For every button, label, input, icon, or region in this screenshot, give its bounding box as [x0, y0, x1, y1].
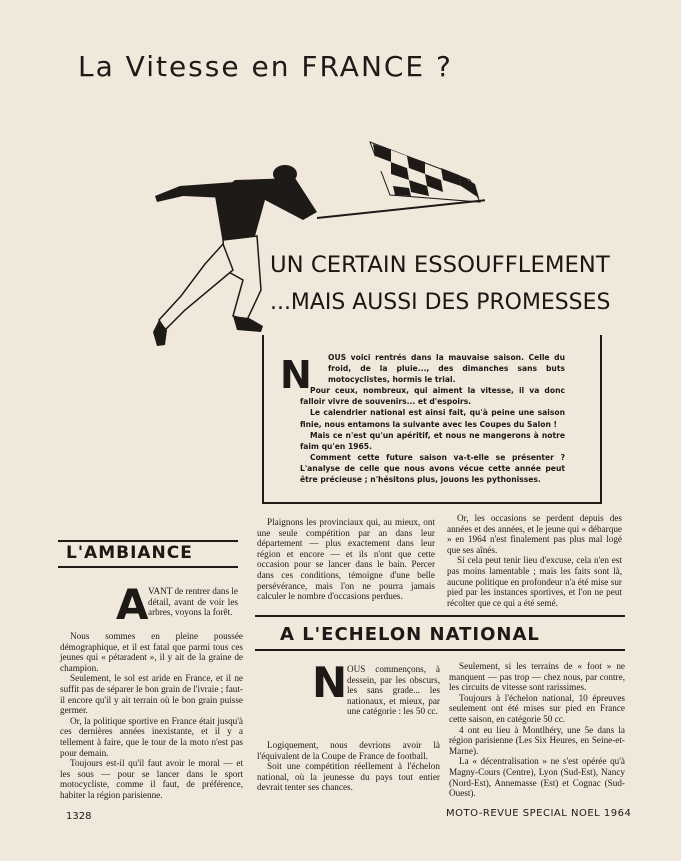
headline-line-1: UN CERTAIN ESSOUFFLEMENT — [270, 253, 610, 278]
ambiance-lead-text: VANT de rentrer dans le détail, avant de voir les arbres, voyons la forêt. — [148, 586, 238, 618]
ambiance-paragraph: Toujours est-il qu'il faut avoir le moral — et les sous — pour se lancer dans le sport motocycliste, comme il faut, de préférence, habiter la région parisienne. — [60, 758, 243, 800]
ambiance-dropcap: A — [116, 580, 149, 629]
section-rule — [255, 649, 625, 651]
section-rule — [255, 615, 625, 617]
checkered-flag — [317, 142, 485, 218]
ambiance-paragraph: Or, la politique sportive en France était jusqu'à ces dernières années inexistante, et il y a tellement à faire, que le tour de la moto n'est pas pour demain. — [60, 715, 243, 758]
middle-paragraph: Plaignons les provinciaux qui, au mieux, ont une seule compétition par an dans leur département — plus exactement dans leur région et encore — et ils n'ont que cette occasion pour se lancer dans le bain. Percer dans ces conditions, témoigne d'une belle persévérance, mais l'on ne pourra jamais calculer le nombre d'occasions perdues. — [257, 517, 435, 602]
page-title: La Vitesse en FRANCE ? — [78, 50, 453, 83]
right-paragraph: Si cela peut tenir lieu d'excuse, cela n'en est pas moins lamentable ; mais les faits sont là, aucune politique en profondeur n'a été mise sur pied par les instances sportives, et l'on ne peut récolter que ce qui a été semé. — [447, 555, 622, 608]
magazine-footer: MOTO-REVUE SPECIAL NOEL 1964 — [446, 808, 632, 819]
national-lead — [347, 664, 440, 717]
intro-paragraph: OUS voici rentrés dans la mauvaise saison. Celle du froid, de la pluie..., des dimanches sans buts motocyclistes, hormis le trial. — [328, 353, 565, 385]
intro-text — [300, 352, 565, 485]
national-right-paragraph: La « décentralisation » ne s'est opérée qu'à Magny-Cours (Centre), Lyon (Sud-Est), Nancy (Nord-Est), Annemasse (Est) et Cognac (Sud-Ouest). — [449, 756, 625, 799]
right-column-top — [447, 513, 622, 608]
intro-paragraph: Pour ceux, nombreux, qui aiment la vitesse, il va donc falloir vivre de souvenirs... et d'espoirs. — [300, 386, 565, 407]
flagman-illustration — [145, 140, 485, 355]
intro-paragraph: Le calendrier national est ainsi fait, qu'à peine une saison finie, nous entamons la suivante avec les Coupes du Salon ! — [300, 408, 565, 429]
right-paragraph: Or, les occasions se perdent depuis des années et des années, et le jeune qui « débarque » en 1964 n'est finalement pas plus mal logé que ses aînés. — [447, 513, 622, 555]
intro-paragraph: Mais ce n'est qu'un apéritif, et nous ne mangerons à notre faim qu'en 1965. — [300, 430, 565, 451]
national-paragraph: Soit une compétition réellement à l'échelon national, où la jeunesse du pays tout entier devrait tenter ses chances. — [257, 761, 440, 793]
ambiance-paragraph: Seulement, le sol est aride en France, et il ne suffit pas de séparer le bon grain de l'ivraie ; faut-il encore qu'il y ait terrain où le bon grain puisse germer. — [60, 673, 243, 716]
middle-column — [257, 517, 435, 602]
headline-line-2: ...MAIS AUSSI DES PROMESSES — [270, 290, 611, 315]
national-right-column — [449, 661, 625, 799]
ambiance-lead — [148, 586, 238, 618]
national-right-paragraph: Toujours à l'échelon national, 10 épreuves seulement ont été mises sur pied en France cette saison, en catégorie 50 cc. — [449, 692, 625, 724]
intro-paragraph: Comment cette future saison va-t-elle se présenter ? L'analyse de celle que nous avons vécue cette année peut être précieuse ; n'hésitons plus, jouons les pythonisses. — [300, 452, 565, 485]
national-lead-text: OUS commençons, à dessein, par les obscurs, les sans grade... les nationaux, et mieux, par une catégorie : les 50 cc. — [347, 664, 440, 717]
ambiance-paragraph: Nous sommes en pleine poussée démographique, et il est fatal que parmi tous ces jeunes qui « pétaradent », il y ait de la graine de champion. — [60, 631, 243, 673]
national-column — [257, 740, 440, 793]
national-dropcap: N — [312, 658, 348, 707]
section-heading-ambiance: L'AMBIANCE — [66, 543, 193, 563]
national-right-paragraph: 4 ont eu lieu à Montlhéry, une 5e dans la région parisienne (Les Six Heures, en Seine-et-Marne). — [449, 724, 625, 756]
section-heading-national: A L'ECHELON NATIONAL — [280, 624, 540, 645]
national-paragraph: Logiquement, nous devrions avoir là l'équivalent de la Coupe de France de football. — [257, 740, 440, 761]
page-number: 1328 — [66, 811, 92, 822]
ambiance-column — [60, 631, 243, 801]
intro-dropcap: N — [280, 353, 312, 397]
national-right-paragraph: Seulement, si les terrains de « foot » ne manquent — pas trop — chez nous, par contre, les circuits de vitesse sont rarissimes. — [449, 661, 625, 693]
